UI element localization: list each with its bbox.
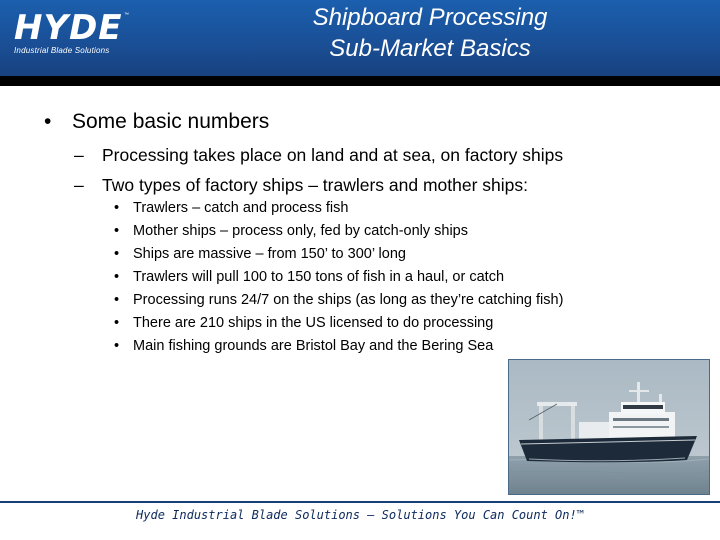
bullet-text: Trawlers – catch and process fish — [133, 200, 349, 216]
hyde-logo — [10, 8, 130, 60]
bullet-text: Processing takes place on land and at sea, on factory ships — [102, 145, 564, 165]
bullet-dot-icon: • — [114, 223, 120, 239]
bullet-dot-icon: • — [114, 200, 120, 216]
header-banner — [0, 0, 720, 80]
logo-tagline: Industrial Blade Solutions — [14, 46, 110, 55]
bullet-dot-icon: • — [114, 246, 120, 262]
bullet-text: Some basic numbers — [72, 110, 270, 133]
footer-divider — [0, 501, 720, 503]
bullet-dot-icon: • — [44, 110, 52, 133]
bullet-text: Two types of factory ships – trawlers and mother ships: — [102, 175, 529, 195]
bullet-dot-icon: • — [114, 338, 120, 354]
factory-ship-photo — [508, 359, 710, 495]
title-line-2: Sub-Market Basics — [329, 35, 531, 62]
bullet-text: Trawlers will pull 100 to 150 tons of fish in a haul, or catch — [133, 269, 505, 285]
bullet-text: Mother ships – process only, fed by catch-only ships — [133, 223, 469, 239]
bullet-text: There are 210 ships in the US licensed to do processing — [133, 315, 494, 331]
header-divider — [0, 76, 720, 86]
ship-image-icon — [509, 360, 709, 494]
footer-tagline: Hyde Industrial Blade Solutions — Solutions You Can Count On!™ — [136, 508, 584, 522]
slide-title — [250, 2, 610, 64]
bullet-text: Processing runs 24/7 on the ships (as long as they’re catching fish) — [133, 292, 564, 308]
bullet-dot-icon: • — [114, 315, 120, 331]
bullet-dot-icon: • — [114, 292, 120, 308]
bullet-text: Main fishing grounds are Bristol Bay and the Bering Sea — [133, 338, 494, 354]
bullet-text: Ships are massive – from 150’ to 300’ long — [133, 246, 406, 262]
logo-trademark: ™ — [124, 12, 129, 18]
title-line-1: Shipboard Processing — [312, 4, 548, 31]
bullet-dot-icon: • — [114, 269, 120, 285]
dash-icon: – — [74, 175, 84, 195]
dash-icon: – — [74, 145, 84, 165]
logo-wordmark: HYDE — [14, 8, 123, 48]
